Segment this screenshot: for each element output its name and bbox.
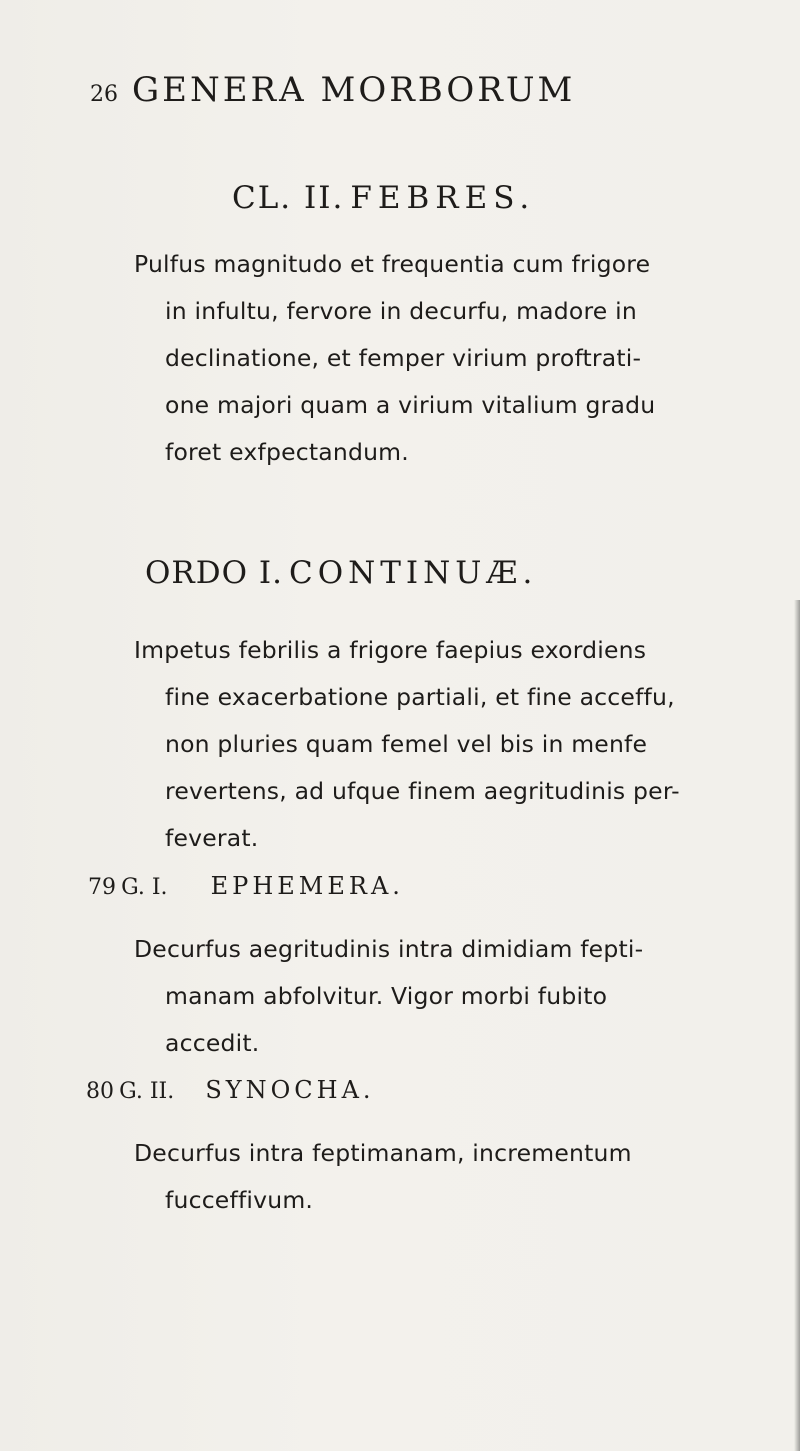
class-heading-name: FEBRES.	[350, 180, 536, 216]
genus-description-line: Decurfus intra feptimanam, incrementum	[134, 1139, 632, 1167]
class-description-line: one majori quam a virium vitalium gradu	[165, 391, 656, 419]
order-description-line: feverat.	[165, 824, 259, 852]
genus-number: 80	[86, 1079, 114, 1104]
genus-label: G. I.	[121, 875, 168, 900]
order-heading	[145, 555, 537, 591]
order-heading-prefix: ORDO I.	[145, 555, 283, 591]
order-description-line: Impetus febrilis a frigore faepius exordiens	[134, 636, 647, 664]
class-description-line: declinatione, et femper virium proftrati-	[165, 344, 642, 372]
class-heading	[232, 180, 535, 216]
genus-description-line: manam abfolvitur. Vigor morbi fubito	[165, 982, 608, 1010]
class-heading-prefix: CL. II.	[232, 180, 345, 216]
genus-description-line: fucceffivum.	[165, 1186, 314, 1214]
order-description-line: non pluries quam femel vel bis in menfe	[165, 730, 648, 758]
order-description-line: revertens, ad ufque finem aegritudinis per-	[165, 777, 680, 805]
genus-heading	[86, 1076, 375, 1104]
genus-name: SYNOCHA.	[205, 1076, 375, 1104]
genus-label: G. II.	[119, 1079, 175, 1104]
genus-heading	[88, 872, 404, 900]
running-head-title: GENERA MORBORUM	[132, 70, 576, 110]
page-edge-shadow	[794, 600, 800, 1451]
class-description-line: Pulfus magnitudo et frequentia cum frigore	[134, 250, 651, 278]
genus-number: 79	[88, 875, 116, 900]
genus-description-line: accedit.	[165, 1029, 260, 1057]
genus-description-line: Decurfus aegritudinis intra dimidiam fepti-	[134, 935, 644, 963]
order-heading-name: CONTINUÆ.	[288, 555, 538, 591]
class-description-line: foret exfpectandum.	[165, 438, 409, 466]
running-head	[90, 70, 575, 110]
page-number: 26	[90, 82, 118, 107]
class-description-line: in infultu, fervore in decurfu, madore in	[165, 297, 637, 325]
genus-name: EPHEMERA.	[210, 872, 404, 900]
order-description-line: fine exacerbatione partiali, et fine acceffu,	[165, 683, 675, 711]
